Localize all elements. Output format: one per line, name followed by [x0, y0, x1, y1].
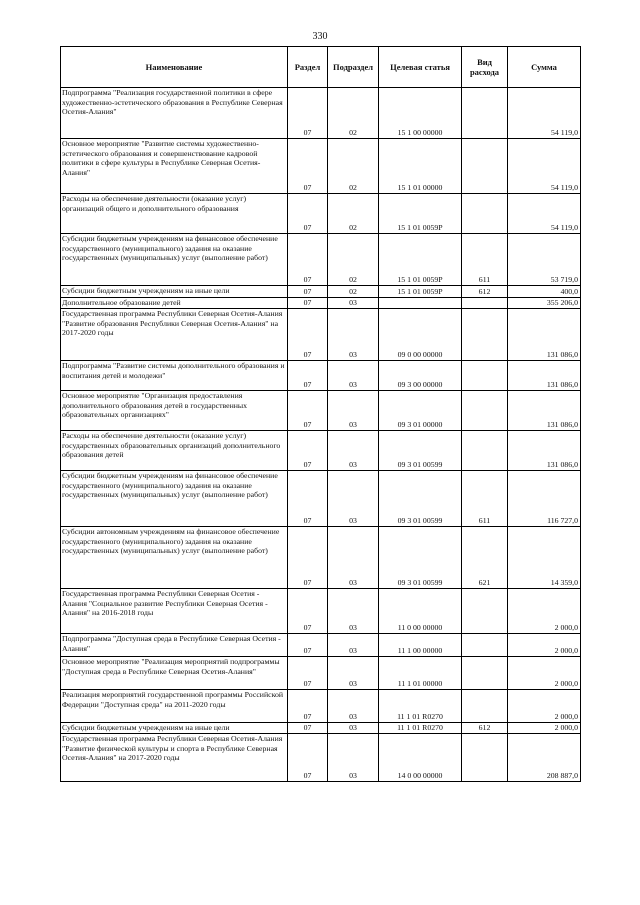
cell-expense-type — [462, 139, 508, 194]
cell-subsection: 03 — [328, 657, 379, 690]
cell-target: 11 1 01 R0270 — [379, 690, 462, 723]
cell-expense-type — [462, 431, 508, 471]
table-row — [61, 391, 581, 431]
cell-expense-type — [462, 690, 508, 723]
cell-target: 11 1 01 R0270 — [379, 723, 462, 734]
table-row — [61, 471, 581, 527]
cell-amount: 2 000,0 — [508, 723, 581, 734]
cell-amount: 53 719,0 — [508, 234, 581, 286]
cell-subsection: 03 — [328, 690, 379, 723]
table-row — [61, 527, 581, 589]
page-number: 330 — [312, 31, 328, 42]
cell-expense-type — [462, 634, 508, 657]
cell-subsection: 02 — [328, 88, 379, 139]
cell-expense-type: 612 — [462, 286, 508, 298]
header-amount: Сумма — [508, 47, 581, 88]
cell-name: Государственная программа Республики Северная Осетия-Алания "Развитие физической культуры и спорта в Республике Северная Осетия-Алания" на 2017-2020 годы — [61, 734, 288, 782]
cell-expense-type — [462, 88, 508, 139]
cell-target: 09 3 01 00599 — [379, 527, 462, 589]
cell-name: Расходы на обеспечение деятельности (оказание услуг) государственных образовательных организаций дополнительного образования детей — [61, 431, 288, 471]
cell-amount: 131 086,0 — [508, 431, 581, 471]
cell-name: Субсидии бюджетным учреждениям на иные цели — [61, 723, 288, 734]
cell-amount: 116 727,0 — [508, 471, 581, 527]
cell-section: 07 — [288, 734, 328, 782]
cell-subsection: 03 — [328, 734, 379, 782]
cell-section: 07 — [288, 690, 328, 723]
cell-target: 15 1 01 0059Р — [379, 194, 462, 234]
cell-expense-type — [462, 734, 508, 782]
cell-expense-type — [462, 194, 508, 234]
cell-amount: 400,0 — [508, 286, 581, 298]
cell-target: 09 3 01 00599 — [379, 471, 462, 527]
table-row — [61, 286, 581, 298]
cell-target: 15 1 00 00000 — [379, 88, 462, 139]
table-row — [61, 734, 581, 782]
cell-amount: 2 000,0 — [508, 589, 581, 634]
cell-target: 15 1 01 00000 — [379, 139, 462, 194]
cell-section: 07 — [288, 634, 328, 657]
cell-amount: 14 359,0 — [508, 527, 581, 589]
cell-name: Реализация мероприятий государственной программы Российской Федерации "Доступная среда" на 2011-2020 годы — [61, 690, 288, 723]
table-row — [61, 298, 581, 309]
cell-target: 11 1 00 00000 — [379, 634, 462, 657]
cell-subsection: 03 — [328, 361, 379, 391]
cell-name: Подпрограмма "Реализация государственной политики в сфере художественно-эстетического образования в Республике Северная Осетия-Алания" — [61, 88, 288, 139]
cell-amount: 54 119,0 — [508, 88, 581, 139]
cell-name: Государственная программа Республики Северная Осетия-Алания "Развитие образования Республики Северная Осетия-Алания" на 2017-2020 годы — [61, 309, 288, 361]
cell-amount: 131 086,0 — [508, 361, 581, 391]
cell-section: 07 — [288, 471, 328, 527]
table-row — [61, 431, 581, 471]
table-row — [61, 723, 581, 734]
cell-section: 07 — [288, 527, 328, 589]
cell-amount: 131 086,0 — [508, 391, 581, 431]
cell-name: Основное мероприятие "Развитие системы художественно-эстетического образования и совершенствование кадровой политики в сфере культуры в Республике Северная Осетия-Алания" — [61, 139, 288, 194]
budget-table — [60, 46, 581, 782]
header-section: Раздел — [288, 47, 328, 88]
table-row — [61, 589, 581, 634]
cell-section: 07 — [288, 361, 328, 391]
table-row — [61, 634, 581, 657]
cell-expense-type — [462, 657, 508, 690]
cell-section: 07 — [288, 286, 328, 298]
cell-name: Основное мероприятие "Организация предоставления дополнительного образования детей в государственных образовательных организациях" — [61, 391, 288, 431]
table-header — [61, 47, 581, 88]
table-row — [61, 234, 581, 286]
cell-target: 09 3 01 00000 — [379, 391, 462, 431]
header-expense-type: Вид расхода — [462, 47, 508, 88]
cell-subsection: 02 — [328, 234, 379, 286]
cell-subsection: 03 — [328, 431, 379, 471]
cell-name: Основное мероприятие "Реализация мероприятий подпрограммы "Доступная среда в Республике Северная Осетия-Алания" — [61, 657, 288, 690]
cell-section: 07 — [288, 309, 328, 361]
cell-target: 09 3 00 00000 — [379, 361, 462, 391]
cell-expense-type — [462, 298, 508, 309]
cell-expense-type — [462, 309, 508, 361]
cell-subsection: 03 — [328, 589, 379, 634]
cell-name: Субсидии автономным учреждениям на финансовое обеспечение государственного (муниципального) задания на оказание государственных (муниципальных) услуг (выполнение работ) — [61, 527, 288, 589]
table-row — [61, 194, 581, 234]
cell-amount: 2 000,0 — [508, 657, 581, 690]
cell-name: Субсидии бюджетным учреждениям на иные цели — [61, 286, 288, 298]
cell-subsection: 02 — [328, 286, 379, 298]
cell-amount: 54 119,0 — [508, 139, 581, 194]
cell-section: 07 — [288, 589, 328, 634]
cell-amount: 2 000,0 — [508, 690, 581, 723]
table-row — [61, 361, 581, 391]
cell-target: 11 0 00 00000 — [379, 589, 462, 634]
cell-section: 07 — [288, 657, 328, 690]
cell-subsection: 03 — [328, 723, 379, 734]
cell-target: 14 0 00 00000 — [379, 734, 462, 782]
header-target: Целевая статья — [379, 47, 462, 88]
cell-section: 07 — [288, 391, 328, 431]
cell-name: Расходы на обеспечение деятельности (оказание услуг) организаций общего и дополнительного образования — [61, 194, 288, 234]
cell-subsection: 02 — [328, 139, 379, 194]
cell-amount: 208 887,0 — [508, 734, 581, 782]
cell-amount: 2 000,0 — [508, 634, 581, 657]
header-subsection: Подраздел — [328, 47, 379, 88]
cell-expense-type: 612 — [462, 723, 508, 734]
cell-subsection: 03 — [328, 309, 379, 361]
cell-name: Дополнительное образование детей — [61, 298, 288, 309]
cell-target: 15 1 01 0059Р — [379, 286, 462, 298]
cell-name: Подпрограмма "Доступная среда в Республике Северная Осетия - Алания" — [61, 634, 288, 657]
table-body — [61, 88, 581, 782]
cell-subsection: 02 — [328, 194, 379, 234]
table-row — [61, 657, 581, 690]
cell-name: Подпрограмма "Развитие системы дополнительного образования и воспитания детей и молодежи" — [61, 361, 288, 391]
cell-subsection: 03 — [328, 298, 379, 309]
cell-name: Субсидии бюджетным учреждениям на финансовое обеспечение государственного (муниципального) задания на оказание государственных (муниципальных) услуг (выполнение работ) — [61, 234, 288, 286]
cell-subsection: 03 — [328, 391, 379, 431]
cell-section: 07 — [288, 234, 328, 286]
table-row — [61, 139, 581, 194]
header-name: Наименование — [61, 47, 288, 88]
cell-subsection: 03 — [328, 634, 379, 657]
table-row — [61, 88, 581, 139]
cell-expense-type: 611 — [462, 471, 508, 527]
cell-section: 07 — [288, 88, 328, 139]
cell-name: Субсидии бюджетным учреждениям на финансовое обеспечение государственного (муниципального) задания на оказание государственных (муниципальных) услуг (выполнение работ) — [61, 471, 288, 527]
cell-target: 09 0 00 00000 — [379, 309, 462, 361]
cell-section: 07 — [288, 431, 328, 471]
cell-expense-type: 611 — [462, 234, 508, 286]
cell-expense-type — [462, 589, 508, 634]
cell-expense-type — [462, 361, 508, 391]
cell-section: 07 — [288, 194, 328, 234]
cell-target: 11 1 01 00000 — [379, 657, 462, 690]
cell-subsection: 03 — [328, 527, 379, 589]
cell-amount: 54 119,0 — [508, 194, 581, 234]
cell-amount: 131 086,0 — [508, 309, 581, 361]
cell-section: 07 — [288, 298, 328, 309]
cell-section: 07 — [288, 139, 328, 194]
cell-section: 07 — [288, 723, 328, 734]
table-row — [61, 309, 581, 361]
table-row — [61, 690, 581, 723]
cell-expense-type — [462, 391, 508, 431]
cell-name: Государственная программа Республики Северная Осетия - Алания "Социальное развитие Республики Северная Осетия - Алания" на 2016-2018 годы — [61, 589, 288, 634]
cell-target — [379, 298, 462, 309]
cell-amount: 355 206,0 — [508, 298, 581, 309]
cell-target: 09 3 01 00599 — [379, 431, 462, 471]
cell-target: 15 1 01 0059Р — [379, 234, 462, 286]
cell-subsection: 03 — [328, 471, 379, 527]
cell-expense-type: 621 — [462, 527, 508, 589]
